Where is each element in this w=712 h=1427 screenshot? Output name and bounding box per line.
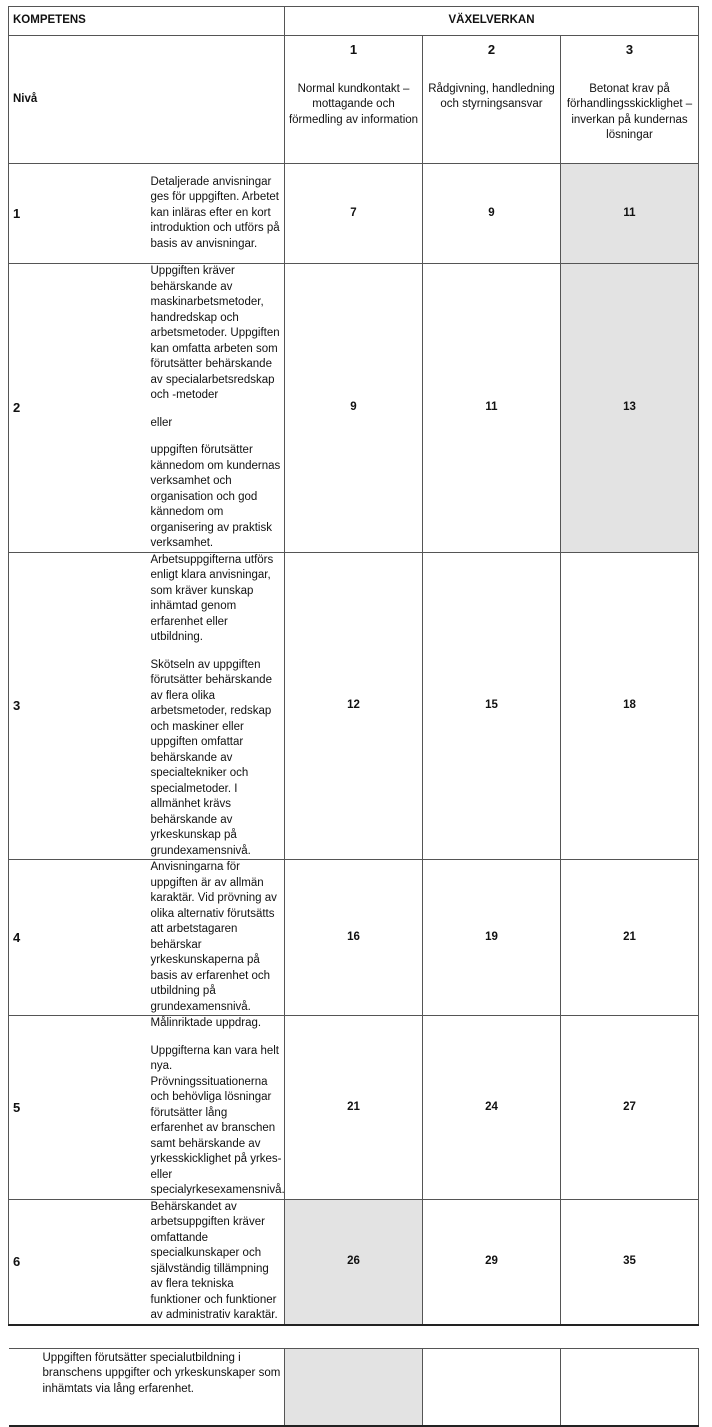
level-description <box>147 860 285 1016</box>
paragraph-gap <box>151 404 283 416</box>
column-header-3 <box>561 36 699 164</box>
score-cell-col-3: 27 <box>561 1016 699 1200</box>
level-row-6 <box>9 1199 699 1325</box>
level-description <box>147 264 285 553</box>
description-paragraph: Uppgifterna kan vara helt nya. Prövningssituationerna och behövliga lösningar förutsätter lång erfarenhet av branschen samt behärskande av yrkesskicklighet på yrkes- eller specialyrkesexamensnivå. <box>150 1044 285 1196</box>
score-cell-col-1: 12 <box>285 552 423 860</box>
column-number: 3 <box>625 42 634 57</box>
column-header-2 <box>423 36 561 164</box>
level-number: 5 <box>9 1016 147 1200</box>
empty-score-cell-col-2 <box>423 1348 561 1426</box>
score-cell-col-1: 21 <box>285 1016 423 1200</box>
level-description <box>147 552 285 860</box>
column-header-1 <box>285 36 423 164</box>
level-description <box>147 164 285 264</box>
column-description: Normal kundkontakt – mottagande och förmedling av information <box>288 82 419 126</box>
score-cell-col-3: 35 <box>561 1199 699 1325</box>
score-cell-col-2: 19 <box>423 860 561 1016</box>
score-cell-col-2: 11 <box>423 264 561 553</box>
level-row-4 <box>9 860 699 1016</box>
level-number: 2 <box>9 264 147 553</box>
spacer-cell <box>9 1325 699 1349</box>
score-cell-col-1: 16 <box>285 860 423 1016</box>
score-cell-col-2: 9 <box>423 164 561 264</box>
column-number: 1 <box>349 42 358 57</box>
level-number: 3 <box>9 552 147 860</box>
description-paragraph: Uppgiften kräver behärskande av maskinarbetsmetoder, handredskap och arbetsmetoder. Uppgiften kan omfatta arbeten som förutsätter behärskande av specialarbetsredskap och -metoder <box>150 265 280 401</box>
column-number: 2 <box>487 42 496 57</box>
score-cell-col-2: 15 <box>423 552 561 860</box>
column-description: Betonat krav på förhandlingsskicklighet – inverkan på kundernas lösningar <box>566 82 693 141</box>
specialization-row <box>9 1348 699 1426</box>
table-spacer <box>9 1325 699 1349</box>
description-paragraph: Arbetsuppgifterna utförs enligt klara anvisningar, som kräver kunskap inhämtad genom erfarenhet eller utbildning. <box>150 553 274 643</box>
niva-label: Nivå <box>9 36 285 164</box>
column-description: Rådgivning, handledning och styrningsansvar <box>428 82 555 110</box>
level-number: 4 <box>9 860 147 1016</box>
paragraph-gap <box>151 1032 283 1044</box>
empty-score-cell-col-3 <box>561 1348 699 1426</box>
score-cell-col-1: 9 <box>285 264 423 553</box>
score-cell-col-3: 18 <box>561 552 699 860</box>
header-row-titles <box>9 7 699 36</box>
competence-table-page <box>8 6 699 1427</box>
score-cell-col-1: 7 <box>285 164 423 264</box>
paragraph-gap <box>151 646 283 658</box>
description-paragraph: Behärskandet av arbetsuppgiften kräver omfattande specialkunskaper och självständig tillämpning av flera tekniska funktioner och funktioner av administrativ karaktär. <box>150 1200 278 1321</box>
description-paragraph: eller <box>150 416 173 429</box>
vaxelverkan-heading: VÄXELVERKAN <box>285 7 699 36</box>
empty-score-cell-col-1 <box>285 1348 423 1426</box>
description-paragraph: Skötseln av uppgiften förutsätter behärskande av flera olika arbetsmetoder, redskap och maskiner eller uppgiften omfattar behärskande av specialtekniker och specialmetoder. I allmänhet krävs behärskande av yrkeskunskap på grundexamensnivå. <box>150 658 272 857</box>
description-paragraph: Anvisningarna för uppgiften är av allmän karaktär. Vid prövning av olika alternativ förutsätts att arbetstagaren behärskar yrkeskunskaperna på basis av erfarenhet och utbildning på grundexamensnivå. <box>150 861 277 1013</box>
level-description <box>147 1199 285 1325</box>
paragraph-gap <box>151 431 283 443</box>
score-cell-col-3: 21 <box>561 860 699 1016</box>
description-paragraph: Detaljerade anvisningar ges för uppgiften. Arbetet kan inläras efter en kort introduktion och utförs på basis av anvisningar. <box>150 175 280 250</box>
level-description <box>147 1016 285 1200</box>
score-cell-col-2: 24 <box>423 1016 561 1200</box>
competence-matrix-table <box>8 6 699 1427</box>
level-row-5 <box>9 1016 699 1200</box>
level-number: 6 <box>9 1199 147 1325</box>
level-row-3 <box>9 552 699 860</box>
kompetens-heading: KOMPETENS <box>9 7 285 36</box>
level-row-2 <box>9 264 699 553</box>
description-paragraph: uppgiften förutsätter kännedom om kundernas verksamhet och organisation och god kännedom om organisering av praktisk verksamhet. <box>150 444 281 549</box>
level-row-1 <box>9 164 699 264</box>
score-cell-col-3: 11 <box>561 164 699 264</box>
header-row-columns <box>9 36 699 164</box>
score-cell-col-3: 13 <box>561 264 699 553</box>
specialization-description: Uppgiften förutsätter specialutbildning i branschens uppgifter och yrkeskunskaper som inhämtats via lång erfarenhet. <box>9 1348 285 1426</box>
score-cell-col-2: 29 <box>423 1199 561 1325</box>
description-paragraph: Målinriktade uppdrag. <box>150 1017 262 1029</box>
score-cell-col-1: 26 <box>285 1199 423 1325</box>
level-number: 1 <box>9 164 147 264</box>
